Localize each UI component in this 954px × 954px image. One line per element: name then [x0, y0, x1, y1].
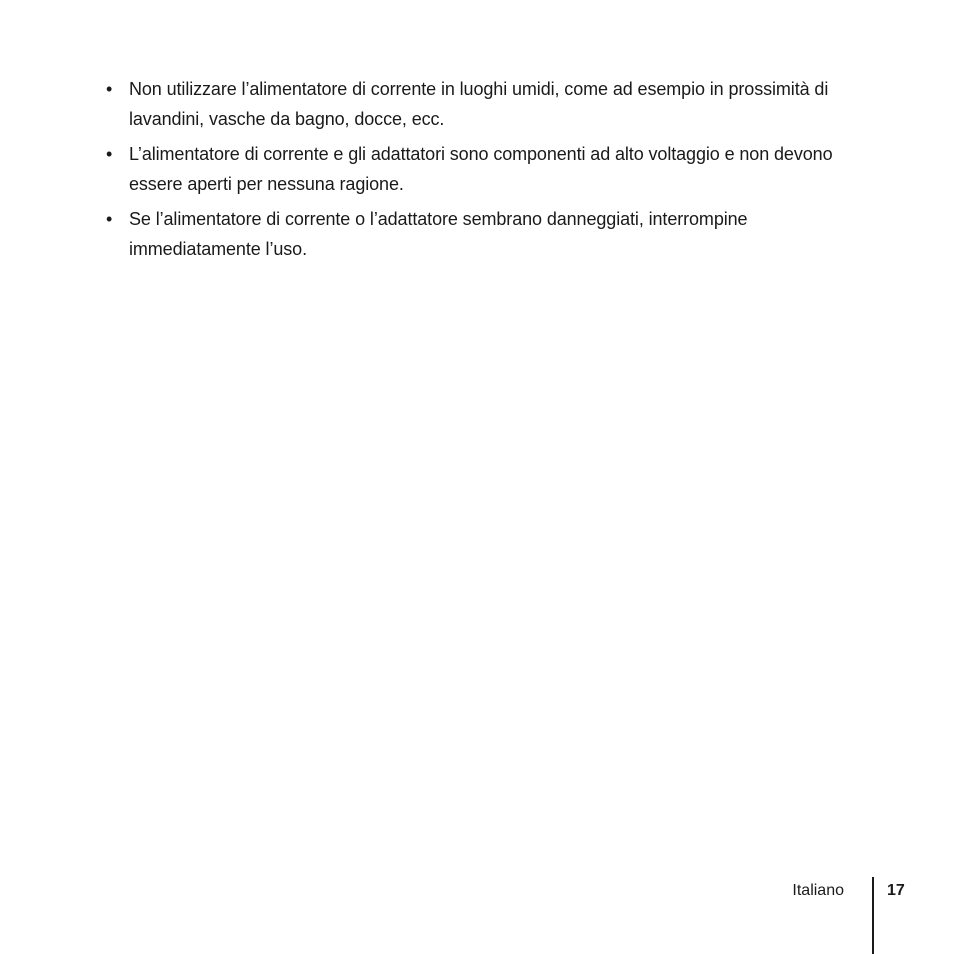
safety-bullet-list	[106, 75, 846, 270]
page-number: 17	[887, 882, 905, 899]
footer-divider	[872, 877, 874, 954]
bullet-text: Non utilizzare l’alimentatore di corrente in luoghi umidi, come ad esempio in prossimità di lavandini, vasche da bagno, docce, ecc.	[129, 79, 829, 129]
bullet-item	[106, 140, 846, 199]
bullet-marker: •	[106, 79, 113, 99]
bullet-marker: •	[106, 144, 113, 164]
bullet-marker: •	[106, 209, 113, 229]
bullet-item	[106, 205, 846, 264]
bullet-text: L’alimentatore di corrente e gli adattatori sono componenti ad alto voltaggio e non devono essere aperti per nessuna ragione.	[129, 144, 833, 194]
bullet-item	[106, 75, 846, 134]
bullet-text: Se l’alimentatore di corrente o l’adattatore sembrano danneggiati, interrompine immediatamente l’uso.	[129, 209, 748, 259]
footer-language-label: Italiano	[792, 882, 844, 899]
